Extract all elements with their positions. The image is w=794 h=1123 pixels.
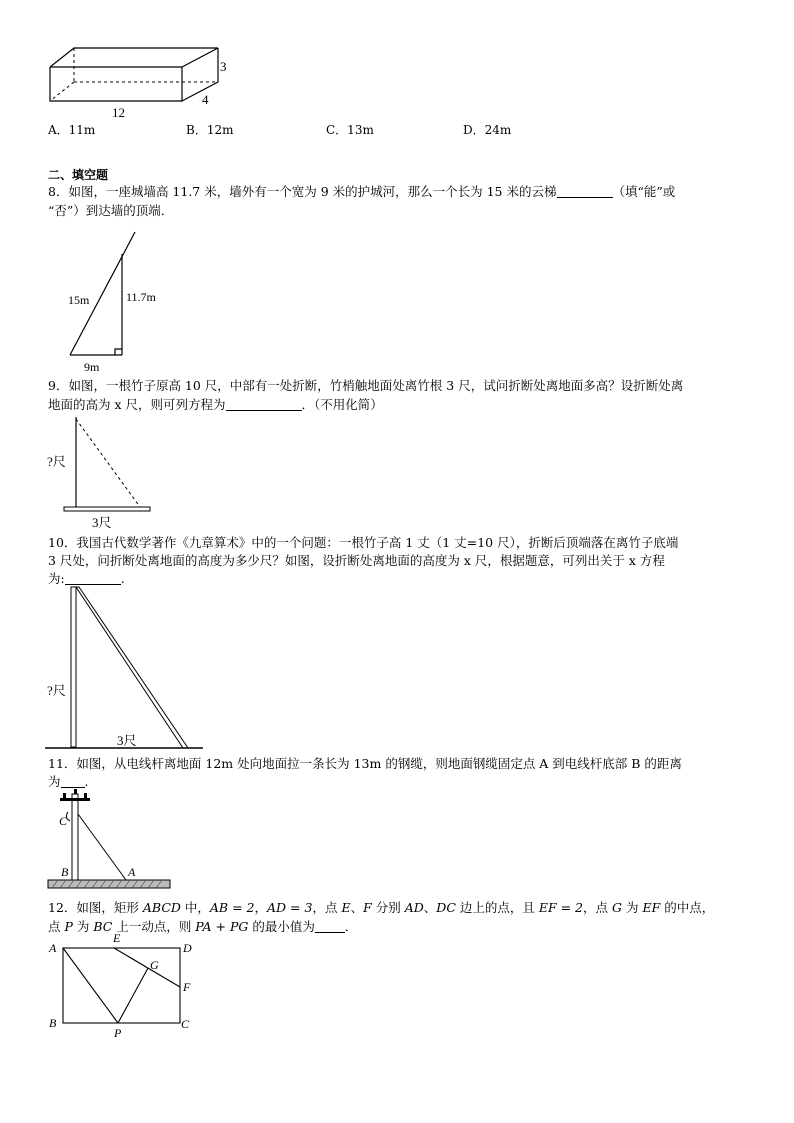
q12-t15: 边上的点，且 (455, 900, 539, 915)
q12-rectangle-figure (44, 930, 204, 1042)
q11-label-a: A (128, 865, 136, 879)
q12-label-c: C (181, 1017, 190, 1031)
q9-bamboo-figure (45, 414, 155, 532)
q12-t27: PA + PG (195, 919, 249, 934)
q8-label-base: 9m (84, 360, 100, 374)
q8-text-b: （填“能”或 (612, 184, 676, 199)
q12-text-line1 (48, 899, 714, 917)
q12-t22: 点 (48, 919, 65, 934)
q12-label-d: D (183, 941, 192, 955)
section-heading: 二、填空题 (48, 168, 109, 182)
q9-text-a: 地面的高为 x 尺，则可列方程为 (48, 397, 226, 412)
q12-t3: 中， (180, 900, 210, 915)
q12-t6: AD = 3 (267, 900, 313, 915)
q12-t13: 、 (423, 900, 437, 915)
q12-label-a: A (49, 941, 57, 955)
q12-t16: EF = 2 (538, 900, 584, 915)
q12-t18: G (612, 900, 622, 915)
q12-label-p: P (114, 1026, 122, 1040)
q12-t20: EF (642, 900, 661, 915)
q7-option-a[interactable]: A．11m (48, 123, 96, 137)
q11-pole-figure (44, 786, 174, 894)
q8-label-height: 11.7m (126, 290, 156, 304)
q10-text-a: 为: (48, 571, 65, 586)
q12-answer-blank[interactable] (315, 920, 345, 933)
q12-t4: AB = 2 (209, 900, 255, 915)
q12-t7: ，点 (312, 900, 342, 915)
q12-label-g: G (150, 958, 159, 972)
q12-t1: 12．如图，矩形 (48, 900, 143, 915)
q7-label-height: 3 (220, 59, 227, 74)
q12-t10: F (363, 900, 372, 915)
q12-label-f: F (183, 980, 191, 994)
q12-t2: ABCD (142, 900, 181, 915)
q8-text-line1 (48, 183, 675, 201)
q7-label-length: 12 (112, 105, 125, 120)
q12-t24: 为 (72, 919, 94, 934)
q10-label-base: 3尺 (117, 733, 137, 748)
q9-label-height: ?尺 (47, 454, 66, 469)
q7-cuboid-figure (40, 40, 250, 122)
q12-t11: 分别 (371, 900, 405, 915)
q12-t8: E (341, 900, 351, 915)
q10-label-height: ?尺 (47, 683, 66, 698)
q8-ladder-figure (60, 228, 180, 374)
q12-t29: ． (344, 919, 358, 934)
q10-bamboo-figure (45, 584, 205, 752)
q12-t17: ，点 (583, 900, 612, 915)
q7-option-d[interactable]: D．24m (463, 123, 512, 137)
q12-label-b: B (49, 1016, 57, 1030)
q12-t23: P (64, 919, 73, 934)
q8-answer-blank[interactable] (557, 185, 613, 198)
q12-label-e: E (113, 931, 121, 945)
q7-option-c[interactable]: C．13m (326, 123, 374, 137)
q7-label-depth: 4 (202, 92, 209, 107)
q10-text-b: . (120, 571, 125, 586)
q11-text-a: 为 (48, 774, 61, 789)
q12-t5: ， (254, 900, 268, 915)
q9-label-base: 3尺 (92, 515, 112, 530)
q7-option-b[interactable]: B．12m (186, 123, 234, 137)
q10-text-line1: 10．我国古代数学著作《九章算术》中的一个问题：一根竹子高 1 丈（1 丈=10 尺），折断后顶端落在离竹子底端 (48, 535, 679, 550)
q9-text-b: ．（不用化简） (301, 397, 383, 412)
q8-text-line2: “否”）到达墙的顶端． (48, 203, 174, 218)
q12-t21: 的中点， (660, 900, 715, 915)
q12-t28: 的最小值为 (248, 919, 315, 934)
q12-t14: DC (436, 900, 456, 915)
q11-text-b: . (84, 774, 89, 789)
q9-answer-blank[interactable] (226, 398, 302, 411)
q12-t19: 为 (622, 900, 643, 915)
q9-text-line1: 9．如图，一根竹子原高 10 尺，中部有一处折断，竹梢触地面处离竹根 3 尺，试问折断处离地面多高？设折断处离 (48, 378, 684, 393)
q12-t26: 上一动点，则 (112, 919, 196, 934)
q11-label-b: B (61, 865, 69, 879)
q11-label-c: C (59, 814, 68, 828)
q12-t9: 、 (350, 900, 364, 915)
q8-label-hyp: 15m (68, 293, 90, 307)
q8-text-a: 8．如图，一座城墙高 11.7 米，墙外有一个宽为 9 米的护城河，那么一个长为 15 米的云梯 (48, 184, 557, 199)
q11-text-line1: 11．如图，从电线杆离地面 12m 处向地面拉一条长为 13m 的钢缆，则地面钢缆固定点 A 到电线杆底部 B 的距离 (48, 756, 682, 771)
q12-t25: BC (93, 919, 113, 934)
q12-t12: AD (404, 900, 424, 915)
q10-text-line2: 3 尺处，问折断处离地面的高度为多少尺？如图，设折断处离地面的高度为 x 尺，根据题意，可列出关于 x 方程 (48, 553, 665, 568)
q9-text-line2 (48, 396, 383, 414)
